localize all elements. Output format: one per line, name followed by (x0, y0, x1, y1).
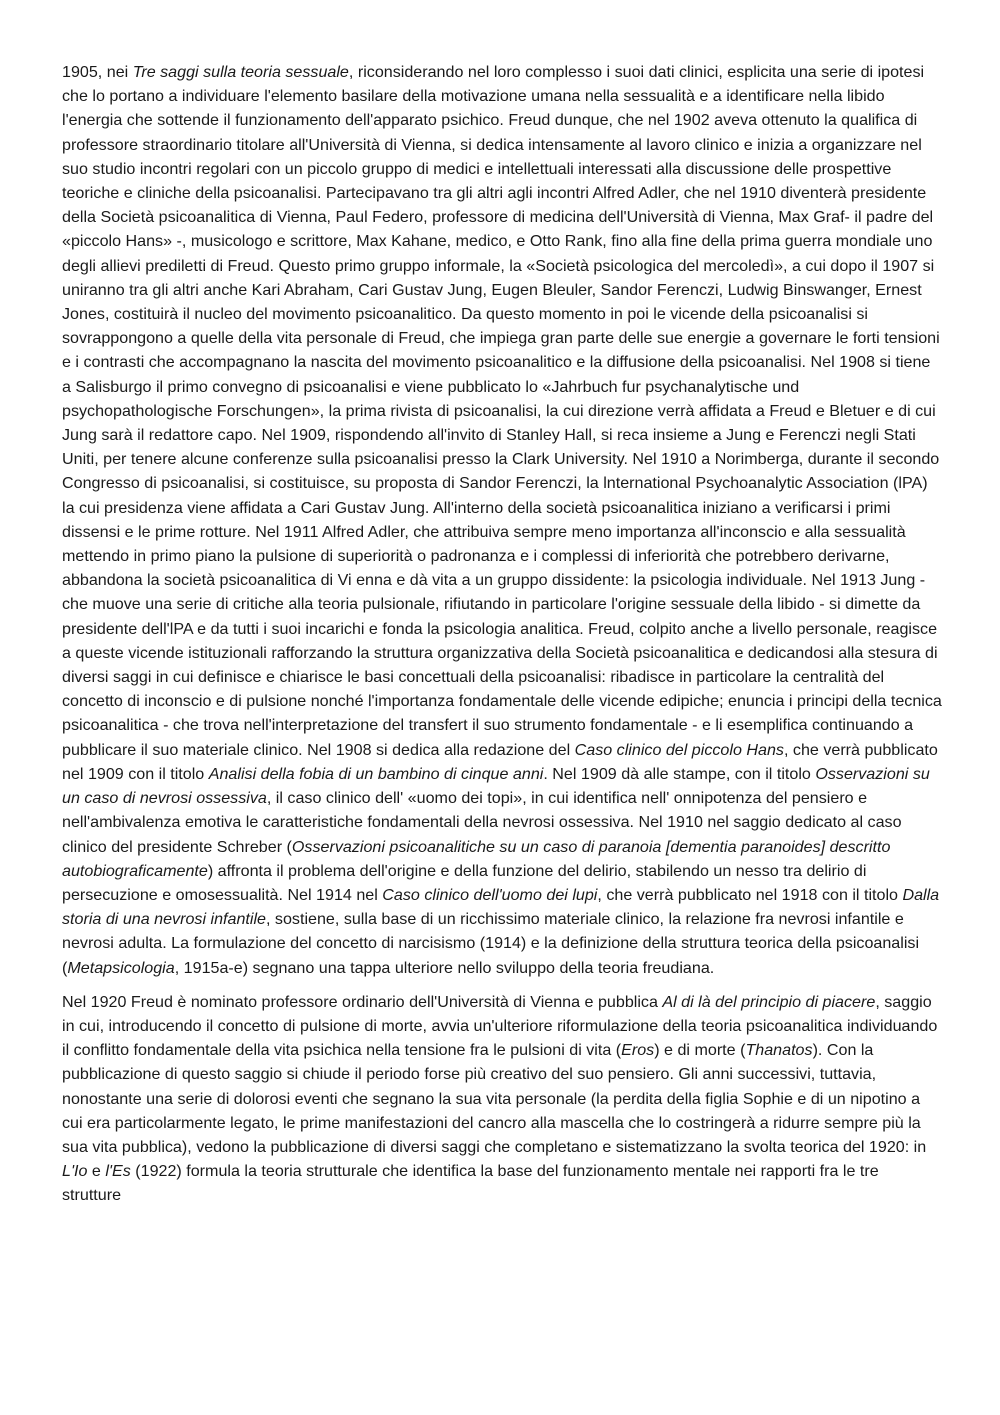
body-text: Nel 1920 Freud è nominato professore ordinario dell'Università di Vienna e pubblica (62, 992, 663, 1011)
italic-title-text: Osservazioni su un caso di nevrosi ossessiva (62, 764, 930, 808)
paragraph (62, 60, 942, 980)
document-page (62, 60, 942, 1208)
body-text: . Nel 1909 dà alle stampe, con il titolo (543, 764, 816, 783)
body-text: ) e di morte ( (654, 1041, 746, 1060)
body-text: e (87, 1162, 106, 1181)
paragraph (62, 990, 942, 1208)
italic-title-text: l'Es (105, 1162, 131, 1181)
body-text: , riconsiderando nel loro complesso i suoi dati clinici, esplicita una serie di ipotesi che lo portano a individuare l'elemento basilare della motivazione umana nella sessualità e a identificare nella libido l'energia che sottende il funzionamento dell'apparato psichico. Freud dunque, che nel 1902 aveva ottenuto la qualifica di professore straordinario titolare all'Università di Vienna, si dedica intensamente al lavoro clinico e inizia a organizzare nel suo studio incontri regolari con un piccolo gruppo di medici e intellettuali interessati alla discussione delle prospettive teoriche e cliniche della psicoanalisi. Partecipavano tra gli altri agli incontri Alfred Adler, che nel 1910 diventerà presidente della Società psicoanalitica di Vienna, Paul Federo, professore di medicina dell'Università di Vienna, Max Graf- il padre del «piccolo Hans» -, musicologo e scrittore, Max Kahane, medico, e Otto Rank, fino alla fine della prima guerra mondiale uno degli allievi prediletti di Freud. Questo primo gruppo informale, la «Società psicologica del mercoledì», a cui dopo il 1907 si uniranno tra gli altri anche Kari Abraham, Cari Gustav Jung, Eugen Bleuler, Sandor Ferenczi, Ludwig Binswanger, Ernest Jones, costituirà il nucleo del movimento psicoanalitico. Da questo momento in poi le vicende della psicoanalisi si sovrappongono a quelle della vita personale di Freud, che impiega gran parte delle sue energie a governare le forti tensioni e i contrasti che accompagnano la nascita del movimento psicoanalitico e la diffusione della psicoanalisi. Nel 1908 si tiene a Salisburgo il primo convegno di psicoanalisi e viene pubblicato lo «Jahrbuch fur psychanalytische und psychopathologische Forschungen», la prima rivista di psicoanalisi, la cui direzione verrà affidata a Freud e Bletuer e di cui Jung sarà il redattore capo. Nel 1909, rispondendo all'invito di Stanley Hall, si reca insieme a Jung e Ferenczi negli Stati Uniti, per tenere alcune conferenze sulla psicoanalisi presso la Clark University. Nel 1910 a Norimberga, durante il secondo Congresso di psicoanalisi, si costituisce, su proposta di Sandor Ferenczi, la lnternational Psychoanalytic Association (lPA) la cui presidenza viene affidata a Cari Gustav Jung. All'interno della società psicoanalitica iniziano a verificarsi i primi dissensi e le prime rotture. Nel 1911 Alfred Adler, che attribuiva sempre meno importanza all'inconscio e alla sessualità mettendo in primo piano la pulsione di superiorità o padronanza e i complessi di inferiorità che potrebbero derivarne, abbandona la società psicoanalitica di Vi enna e dà vita a un gruppo dissidente: la psicologia individuale. Nel 1913 Jung - che muove una serie di critiche alla teoria pulsionale, rifiutando in particolare l'origine sessuale della libido - si dimette da presidente dell'lPA e da tutti i suoi incarichi e fonda la psicologia analitica. Freud, colpito anche a livello personale, reagisce a queste vicende istituzionali rafforzando la struttura organizzativa della Società psicoanalitica e dedicandosi alla stesura di diversi saggi in cui definisce e chiarisce le basi concettuali della psicoanalisi: ribadisce in particolare la centralità del concetto di inconscio e di pulsione nonché l'importanza fondamentale delle vicende edipiche; enuncia i principi della tecnica psicoanalitica - che trova nell'interpretazione del transfert il suo strumento fondamentale - e li esemplifica continuando a pubblicare il suo materiale clinico. Nel 1908 si dedica alla redazione del (62, 63, 942, 759)
body-text: , saggio in cui, introducendo il concetto di pulsione di morte, avvia un'ulteriore riformulazione della teoria psicoanalitica individuando il conflitto fondamentale della vita psichica nella tensione fra le pulsioni di vita ( (62, 992, 938, 1060)
body-text: , il caso clinico dell' «uomo dei topi», in cui identifica nell' onnipotenza del pensiero e nell'ambivalenza emotiva le caratteristiche fondamentali della nevrosi ossessiva. Nel 1910 nel saggio dedicato al caso clinico del presidente Schreber ( (62, 789, 902, 856)
body-text: , che verrà pubblicato nel 1918 con il titolo (597, 885, 903, 904)
italic-title-text: Thanatos (745, 1041, 813, 1060)
body-text: , sostiene, sulla base di un ricchissimo materiale clinico, la relazione fra nevrosi infantile e nevrosi adulta. La formulazione del concetto di narcisismo (1914) e la definizione della struttura teorica della psicoanalisi ( (62, 910, 920, 977)
body-text: (1922) formula la teoria strutturale che identifica la base del funzionamento mentale nei rapporti fra le tre strutture (62, 1162, 879, 1205)
italic-title-text: Eros (621, 1041, 655, 1060)
italic-title-text: Tre saggi sulla teoria sessuale (132, 63, 349, 81)
italic-title-text: Dalla storia di una nevrosi infantile (62, 885, 940, 929)
body-text: ). Con la pubblicazione di questo saggio si chiude il periodo forse più creativo del suo pensiero. Gli anni successivi, tuttavia, nonostante una serie di dolorosi eventi che segnano la sua vita personale (la perdita della figlia Sophie e di un nipotino a cui era particolarmente legato, le prime manifestazioni del cancro alla mascella che lo costringerà a ridurre sempre più la sua vita pubblica), vedono la pubblicazione di diversi saggi che completano e sistematizzano la svolta teorica del 1920: in (62, 1041, 927, 1156)
italic-title-text: Analisi della fobia di un bambino di cinque anni (208, 764, 544, 783)
body-text: , 1915a-e) segnano una tappa ulteriore nello sviluppo della teoria freudiana. (174, 958, 715, 977)
italic-title-text: Osservazioni psicoanalitiche su un caso di paranoia [dementia paranoides] descritto autobiograficamente (62, 837, 891, 880)
body-text: 1905, nei (62, 63, 133, 81)
italic-title-text: L'Io (62, 1162, 88, 1181)
italic-title-text: Caso clinico del piccolo Hans (574, 740, 784, 759)
body-text: , che verrà pubblicato nel 1909 con il titolo (62, 740, 938, 783)
italic-title-text: Metapsicologia (67, 958, 175, 977)
body-text: ) affronta il problema dell'origine e della funzione del delirio, stabilendo un nesso tra delirio di persecuzione e omosessualità. Nel 1914 nel (62, 861, 867, 904)
italic-title-text: Caso clinico dell'uomo dei lupi (382, 885, 598, 904)
italic-title-text: Al di là del principio di piacere (662, 992, 876, 1011)
